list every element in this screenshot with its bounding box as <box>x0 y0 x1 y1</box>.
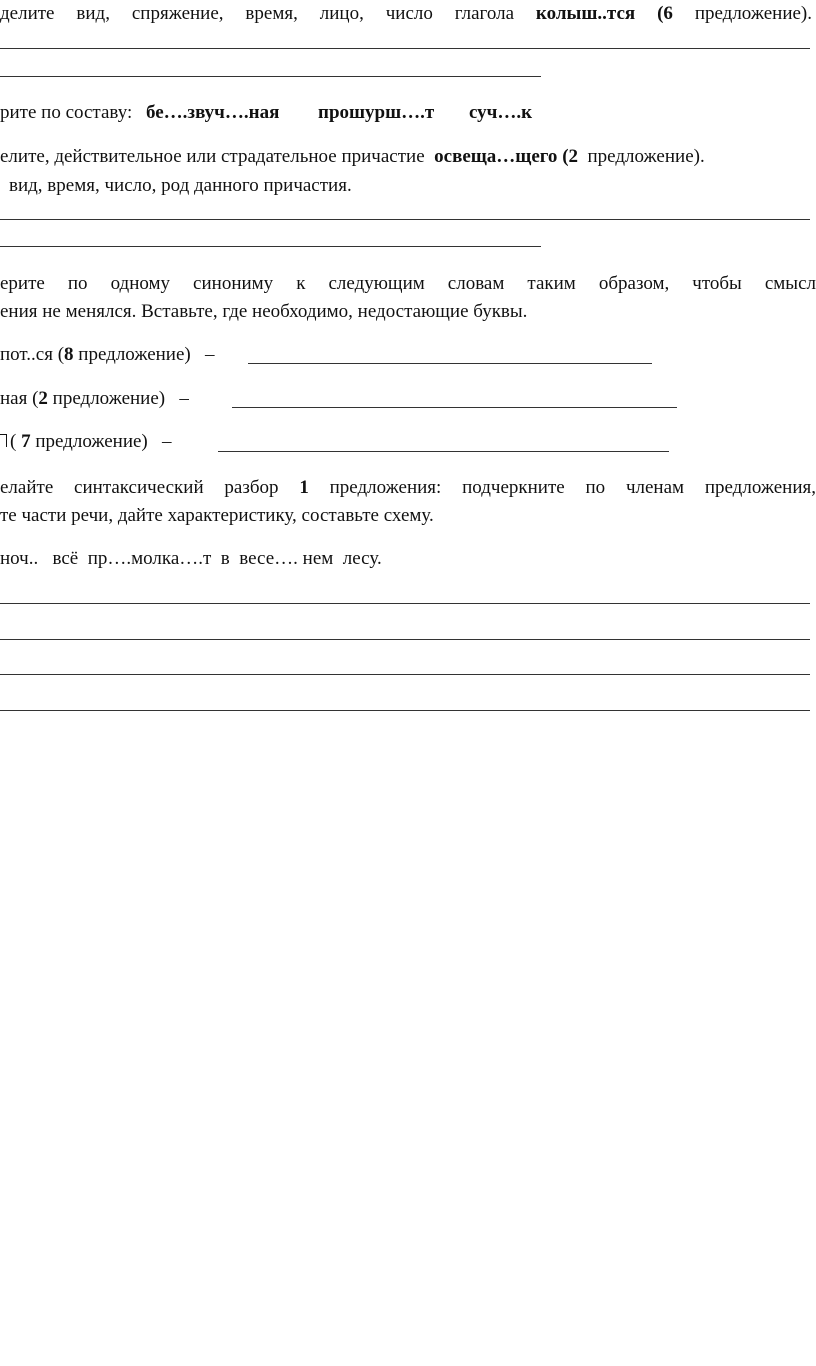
task7-answer-line-4[interactable] <box>0 710 810 711</box>
task7-example-sentence: ноч.. всё пр….молка….т в весе…. нем лесу. <box>0 548 382 569</box>
task6-item-2 <box>0 389 189 408</box>
task6-item-2-word: ная ( <box>0 388 39 409</box>
task6-item-3-stub <box>0 434 7 447</box>
task3-instruction-text: делите вид, спряжение, время, лицо, число глагола <box>0 3 514 24</box>
task6-item-3-dash: – <box>162 431 172 452</box>
task6-item-2-dash: – <box>179 388 189 409</box>
task3-sentence-number: 6 <box>663 3 673 24</box>
task5-sentence-number: 2 <box>568 146 579 167</box>
task3-target-word: колыш..тся <box>535 3 636 24</box>
task6-item-1-number: 8 <box>64 344 74 365</box>
task4-instruction-line <box>0 103 132 122</box>
task5-target-word: освеща…щего <box>434 146 558 167</box>
task6-item-3-number: 7 <box>21 431 31 452</box>
task4-word-1: бе….звуч….ная <box>146 102 280 123</box>
task6-item-1-dash: – <box>204 344 215 365</box>
task7-answer-line-1[interactable] <box>0 603 810 604</box>
task6-item-3-answer-line[interactable] <box>218 451 669 452</box>
task7-answer-line-3[interactable] <box>0 674 810 675</box>
task6-item-1-answer-line[interactable] <box>248 363 652 364</box>
task5-paren: ( <box>562 146 569 167</box>
task6-item-2-number: 2 <box>38 388 48 409</box>
task6-item-3-tail: предложение) <box>35 431 148 452</box>
task7-answer-line-2[interactable] <box>0 639 810 640</box>
task6-item-1-word: пот..ся ( <box>0 344 65 365</box>
task3-answer-line-2[interactable] <box>0 76 541 77</box>
task7-instruction-text-b: предложения: подчеркните по членам предложения, <box>329 477 816 498</box>
task6-instruction-line-1: ерите по одному синониму к следующим словам таким образом, чтобы смысл <box>0 273 816 294</box>
task6-item-3-word: ( <box>10 431 17 452</box>
task6-instruction-line-2: ения не менялся. Вставьте, где необходимо, недостающие буквы. <box>0 301 528 322</box>
task7-instruction-line-1 <box>0 478 816 497</box>
task4-prefix: рите по составу: <box>0 102 133 123</box>
task5-tail: предложение). <box>587 146 705 167</box>
task6-item-2-answer-line[interactable] <box>232 407 677 408</box>
task3-tail: предложение). <box>694 3 812 24</box>
task4-word-3: суч….к <box>469 102 533 123</box>
task3-answer-line-1[interactable] <box>0 48 810 49</box>
task6-item-3 <box>0 432 172 451</box>
task5-instruction-text: елите, действительное или страдательное причастие <box>0 146 425 167</box>
task5-answer-line-1[interactable] <box>0 219 810 220</box>
task5-answer-line-2[interactable] <box>0 246 541 247</box>
task3-paren: ( <box>657 3 664 24</box>
task4-word-2: прошурш….т <box>318 102 435 123</box>
task6-item-1 <box>0 345 214 364</box>
task6-item-1-tail: предложение) <box>78 344 191 365</box>
task3-instruction-line <box>0 4 812 23</box>
task5-second-line: вид, время, число, род данного причастия. <box>9 175 352 196</box>
task7-instruction-line-2: те части речи, дайте характеристику, составьте схему. <box>0 505 434 526</box>
task5-instruction-line <box>0 147 705 166</box>
task6-item-2-tail: предложение) <box>52 388 166 409</box>
task7-sentence-number: 1 <box>299 477 309 498</box>
task7-instruction-text-a: елайте синтаксический разбор <box>0 477 279 498</box>
